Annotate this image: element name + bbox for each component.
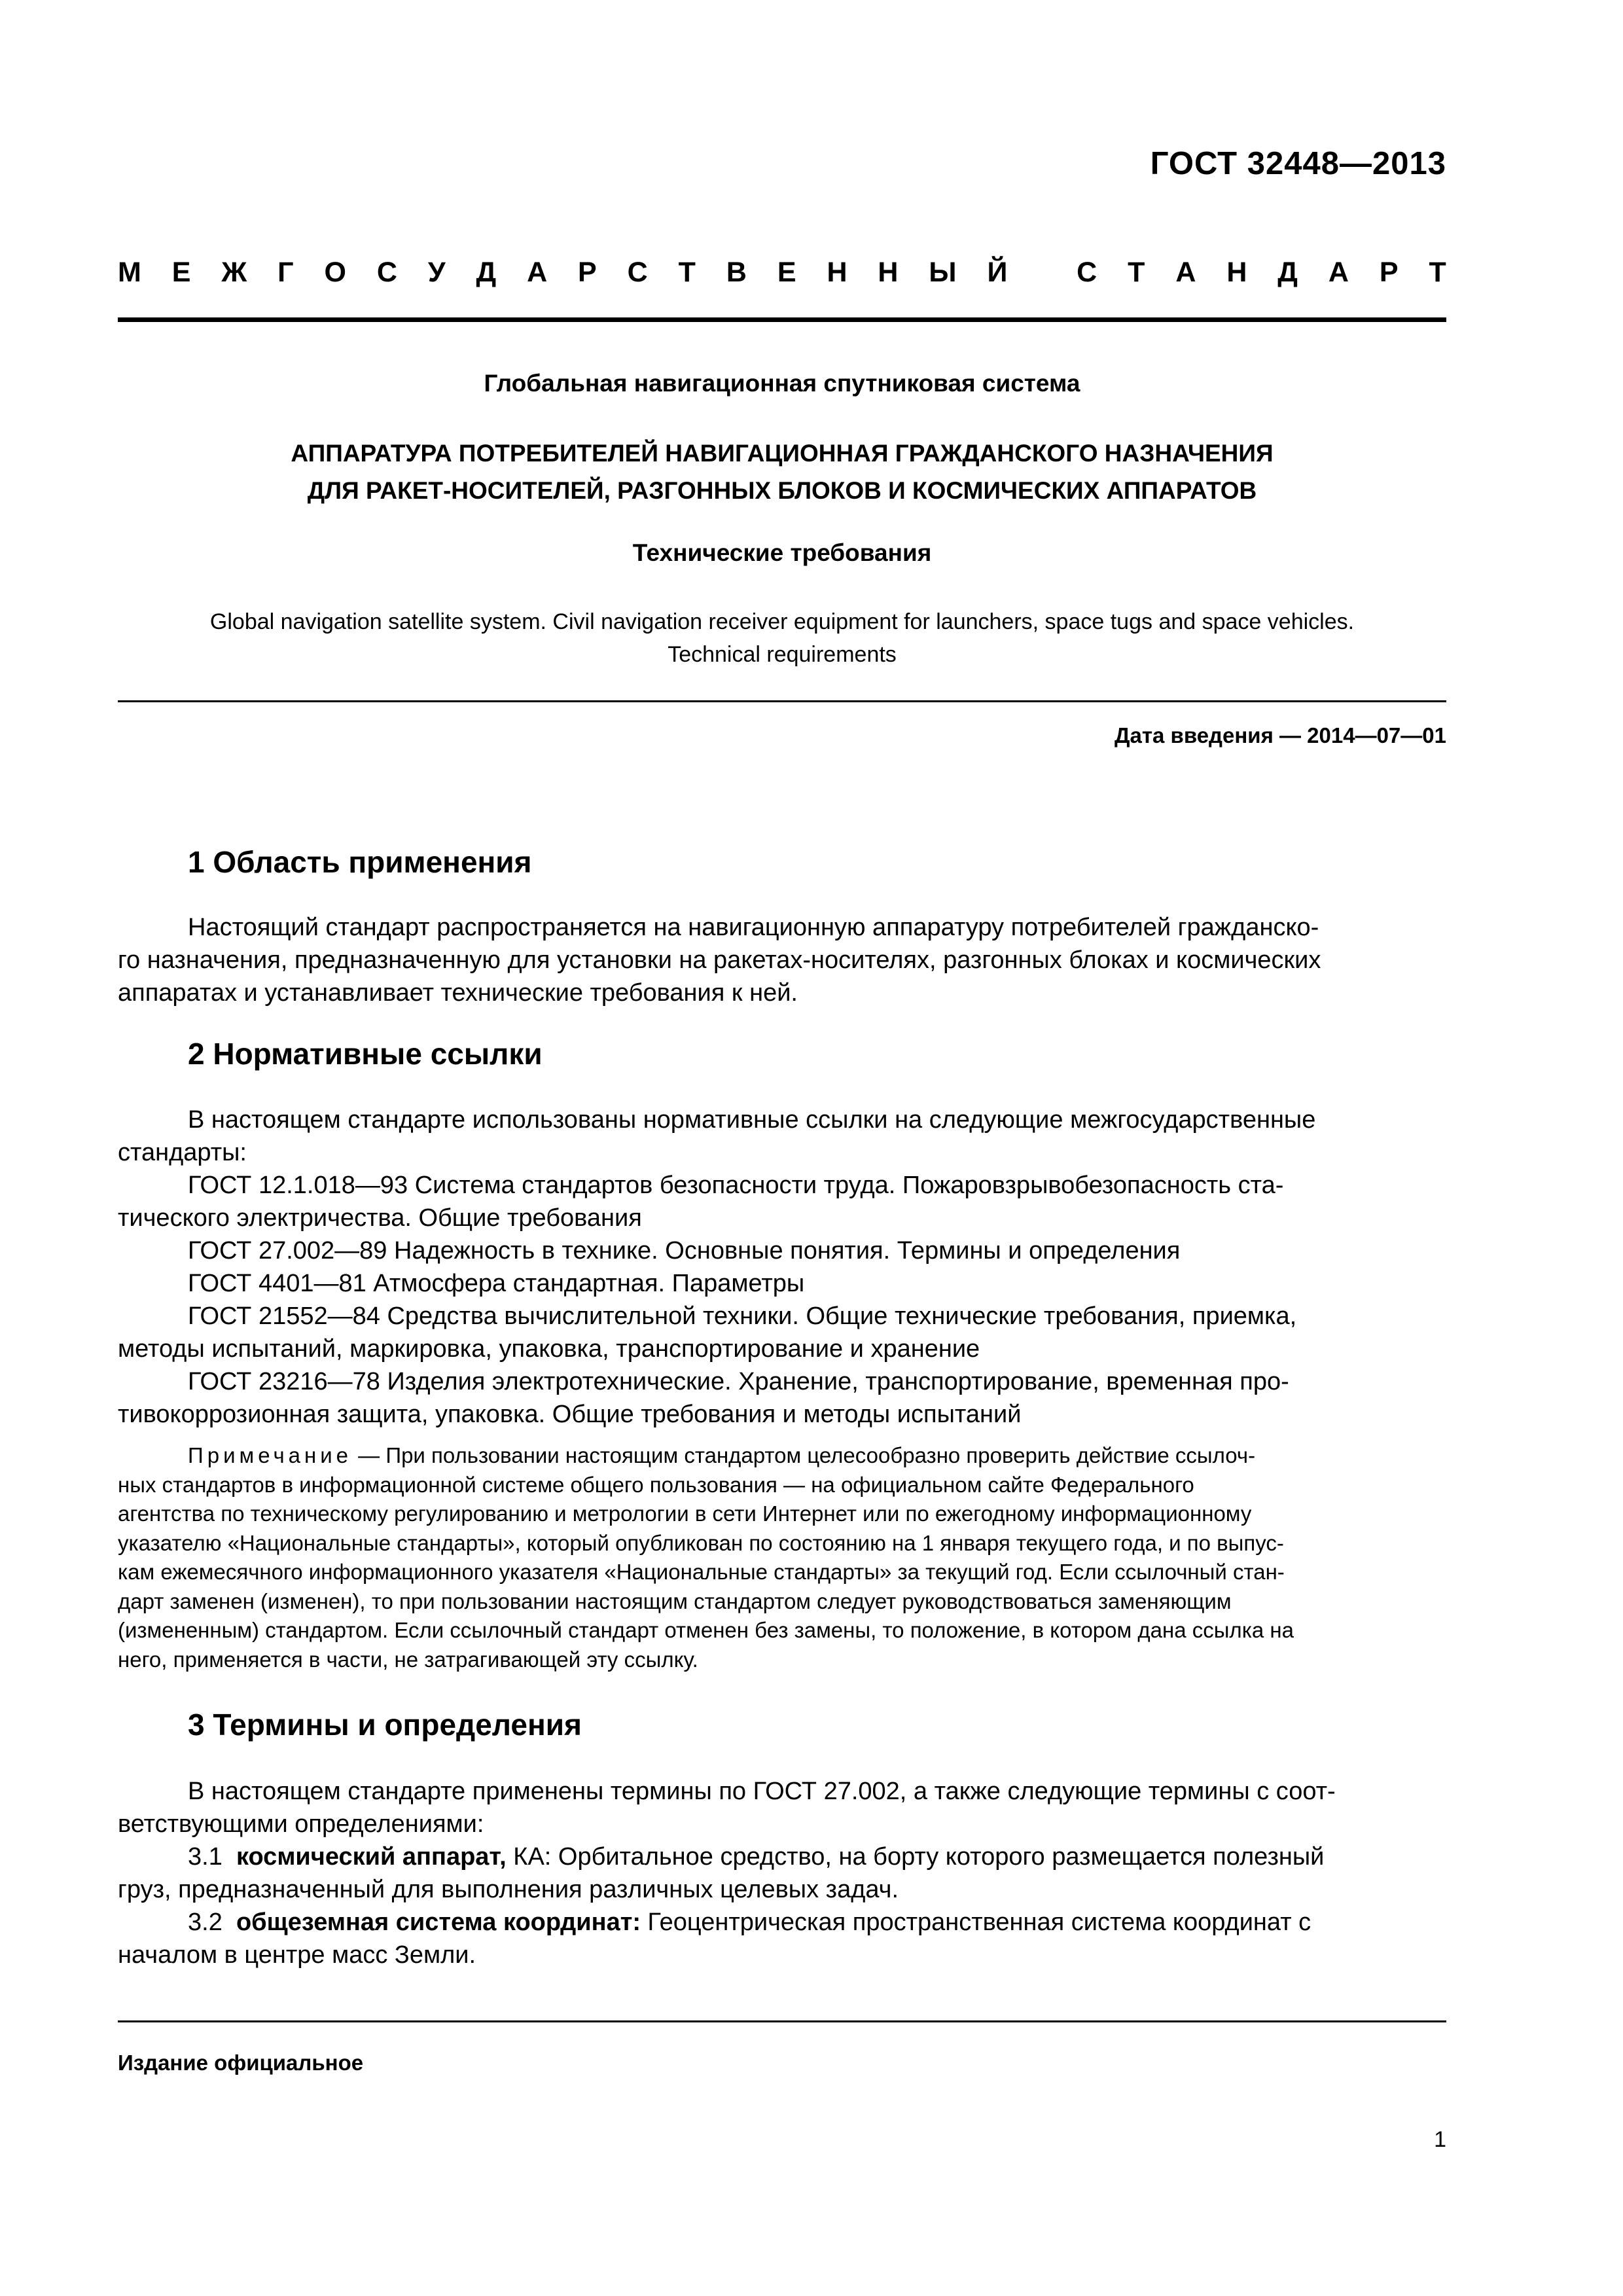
section2-references	[118, 1103, 1446, 1431]
system-title: Глобальная навигационная спутниковая система	[484, 370, 1080, 397]
subtitle: Технические требования	[632, 539, 932, 566]
term-name: общеземная система координат:	[236, 1909, 641, 1936]
reference-line: ГОСТ 27.002—89 Надежность в технике. Основные понятия. Термины и определения	[188, 1237, 1181, 1265]
effective-date: Дата введения — 2014—07—01	[1115, 723, 1446, 747]
reference-line: ГОСТ 21552—84 Средства вычислительной техники. Общие технические требования, приемка,	[188, 1302, 1297, 1330]
text-line: стандарты:	[118, 1139, 247, 1166]
banner-letter: Ж	[221, 257, 247, 288]
term-name: космический аппарат,	[236, 1843, 507, 1871]
banner-letter: С	[376, 257, 397, 288]
standard-type-banner	[118, 257, 1446, 289]
banner-letter: Н	[1226, 257, 1247, 288]
banner-letter: Р	[578, 257, 597, 288]
banner-gap	[1038, 257, 1046, 289]
banner-letter: Г	[277, 257, 294, 288]
text-line: Настоящий стандарт распространяется на навигационную аппаратуру потребителей гражданско-	[188, 914, 1319, 941]
text-line: ветствующими определениями:	[118, 1810, 484, 1838]
banner-letter: О	[324, 257, 346, 288]
section-heading: 1 Область применения	[188, 845, 532, 879]
text-line: В настоящем стандарте применены термины по ГОСТ 27.002, а также следующие термины с соот-	[188, 1778, 1336, 1805]
title-divider	[118, 700, 1446, 702]
note-line: (измененным) стандартом. Если ссылочный стандарт отменен без замены, то положение, в котором дана ссылка на	[118, 1618, 1294, 1642]
term-definition: КА: Орбитальное средство, на борту которого размещается полезный	[506, 1843, 1325, 1871]
banner-letter: С	[627, 257, 648, 288]
term-definition: Геоцентрическая пространственная система координат с	[641, 1909, 1311, 1936]
banner-letter: Р	[1379, 257, 1399, 288]
term-line	[118, 1840, 1446, 1873]
main-title-line: АППАРАТУРА ПОТРЕБИТЕЛЕЙ НАВИГАЦИОННАЯ ГРАЖДАНСКОГО НАЗНАЧЕНИЯ	[291, 440, 1274, 467]
banner-letter: Д	[476, 257, 497, 288]
banner-letter: Е	[171, 257, 191, 288]
banner-letter: Е	[777, 257, 796, 288]
text-line: аппаратах и устанавливает технические требования к ней.	[118, 979, 798, 1007]
english-title	[118, 605, 1446, 671]
footer-divider	[118, 2020, 1446, 2022]
note-text: — При пользовании настоящим стандартом целесообразно проверить действие ссылоч-	[352, 1443, 1256, 1467]
section-heading: 2 Нормативные ссылки	[188, 1037, 543, 1071]
text-line: го назначения, предназначенную для установки на ракетах-носителях, разгонных блоках и космических	[118, 946, 1321, 974]
banner-letter: Ы	[929, 257, 957, 288]
banner-letter: Й	[987, 257, 1008, 288]
reference-line: ГОСТ 4401—81 Атмосфера стандартная. Параметры	[188, 1270, 805, 1297]
banner-letter: Т	[678, 257, 696, 288]
term-line	[118, 1906, 1446, 1939]
note-line: него, применяется в части, не затрагивающей эту ссылку.	[118, 1647, 698, 1672]
section-heading: 3 Термины и определения	[188, 1708, 582, 1742]
banner-letter: В	[726, 257, 747, 288]
banner-letter: А	[527, 257, 548, 288]
page-number: 1	[1434, 2127, 1446, 2152]
term-line: началом в центре масс Земли.	[118, 1941, 476, 1969]
term-number: 3.1	[188, 1843, 223, 1871]
note-line: ных стандартов в информационной системе общего пользования — на официальном сайте Федерального	[118, 1472, 1194, 1497]
reference-line: ГОСТ 12.1.018—93 Система стандартов безопасности труда. Пожаровзрывобезопасность ста-	[188, 1172, 1284, 1199]
reference-line: методы испытаний, маркировка, упаковка, транспортирование и хранение	[118, 1335, 980, 1363]
section1-paragraph	[118, 911, 1446, 1009]
note-line	[118, 1441, 1446, 1471]
note-label: Примечание	[188, 1443, 353, 1467]
banner-letter: А	[1175, 257, 1196, 288]
banner-letter: С	[1077, 257, 1097, 288]
document-code: ГОСТ 32448—2013	[1150, 146, 1446, 181]
banner-letter: У	[427, 257, 446, 288]
reference-line: тивокоррозионная защита, упаковка. Общие требования и методы испытаний	[118, 1401, 1022, 1428]
main-title	[118, 435, 1446, 509]
note-line: агентства по техническому регулированию и метрологии в сети Интернет или по ежегодному информационному	[118, 1501, 1252, 1526]
banner-letter: Т	[1429, 257, 1446, 288]
text-line: В настоящем стандарте использованы нормативные ссылки на следующие межгосударственные	[188, 1106, 1316, 1134]
term-line: груз, предназначенный для выполнения различных целевых задач.	[118, 1876, 899, 1903]
note-line: кам ежемесячного информационного указателя «Национальные стандарты» за текущий год. Если ссылочный стан-	[118, 1560, 1285, 1584]
section3-terms	[118, 1775, 1446, 1971]
banner-letter: Д	[1277, 257, 1298, 288]
reference-line: тического электричества. Общие требования	[118, 1204, 642, 1232]
banner-letter: Н	[827, 257, 847, 288]
reference-line: ГОСТ 23216—78 Изделия электротехнические. Хранение, транспортирование, временная про-	[188, 1368, 1289, 1395]
main-title-line: ДЛЯ РАКЕТ-НОСИТЕЛЕЙ, РАЗГОННЫХ БЛОКОВ И КОСМИЧЕСКИХ АППАРАТОВ	[307, 477, 1257, 504]
note-block	[118, 1441, 1446, 1674]
term-number: 3.2	[188, 1909, 223, 1936]
english-title-line: Technical requirements	[668, 642, 897, 667]
banner-letter: Н	[878, 257, 899, 288]
note-line: указателю «Национальные стандарты», который опубликован по состоянию на 1 января текущего года, и по выпус-	[118, 1530, 1284, 1555]
edition-label: Издание официальное	[118, 2051, 364, 2075]
banner-letter: А	[1328, 257, 1349, 288]
banner-letter: Т	[1128, 257, 1145, 288]
header-divider	[118, 317, 1446, 322]
banner-letter: М	[118, 257, 141, 288]
note-line: дарт заменен (изменен), то при пользовании настоящим стандартом следует руководствоваться заменяющим	[118, 1588, 1232, 1613]
english-title-line: Global navigation satellite system. Civil navigation receiver equipment for launchers, space tugs and space vehicles.	[209, 609, 1355, 634]
